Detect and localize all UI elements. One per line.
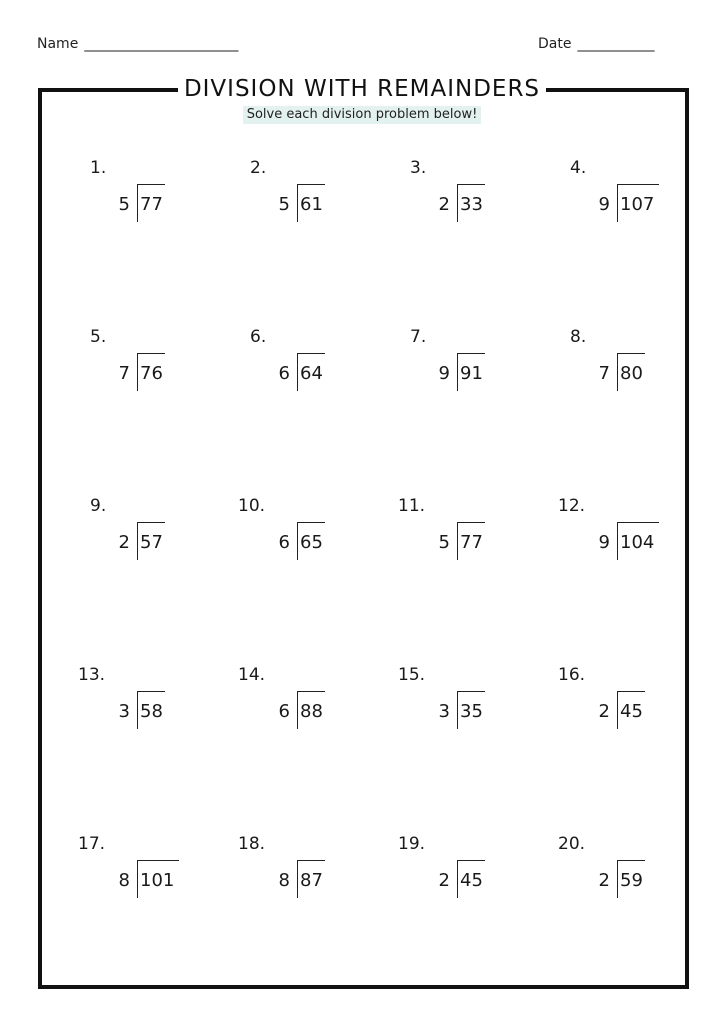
division-problem (398, 834, 518, 904)
division-problem (238, 834, 358, 904)
dividend: 35 (460, 701, 483, 722)
divisor: 7 (598, 363, 610, 384)
divisor: 5 (118, 194, 130, 215)
worksheet-instructions: Solve each division problem below! (243, 106, 482, 124)
division-problem (558, 665, 678, 735)
dividend: 45 (620, 701, 643, 722)
divisor: 8 (278, 870, 290, 891)
dividend: 58 (140, 701, 163, 722)
dividend: 107 (620, 194, 655, 215)
divisor: 9 (438, 363, 450, 384)
problem-number: 18. (238, 834, 266, 854)
problem-number: 7. (410, 327, 427, 347)
problem-number: 5. (90, 327, 107, 347)
problem-number: 17. (78, 834, 106, 854)
dividend: 101 (140, 870, 175, 891)
dividend: 77 (460, 532, 483, 553)
divisor: 2 (598, 701, 610, 722)
division-problem (78, 496, 198, 566)
division-problem (558, 834, 678, 904)
name-blank-line[interactable]: ______________________ (84, 36, 239, 52)
dividend: 80 (620, 363, 643, 384)
divisor: 5 (438, 532, 450, 553)
division-problem (78, 158, 198, 228)
division-problem (78, 665, 198, 735)
problem-number: 16. (558, 665, 586, 685)
dividend: 64 (300, 363, 323, 384)
name-field[interactable] (37, 36, 238, 52)
division-problem (398, 665, 518, 735)
dividend: 91 (460, 363, 483, 384)
divisor: 6 (278, 701, 290, 722)
problem-number: 9. (90, 496, 107, 516)
divisor: 9 (598, 194, 610, 215)
dividend: 33 (460, 194, 483, 215)
problem-number: 20. (558, 834, 586, 854)
dividend: 88 (300, 701, 323, 722)
problem-number: 8. (570, 327, 587, 347)
division-problem (398, 496, 518, 566)
problem-number: 6. (250, 327, 267, 347)
problem-number: 1. (90, 158, 107, 178)
dividend: 65 (300, 532, 323, 553)
division-problem (558, 327, 678, 397)
divisor: 2 (438, 194, 450, 215)
subtitle-container (0, 103, 724, 124)
divisor: 9 (598, 532, 610, 553)
problem-number: 13. (78, 665, 106, 685)
dividend: 77 (140, 194, 163, 215)
divisor: 6 (278, 532, 290, 553)
divisor: 3 (118, 701, 130, 722)
divisor: 2 (598, 870, 610, 891)
dividend: 104 (620, 532, 655, 553)
division-problem (238, 158, 358, 228)
problem-number: 19. (398, 834, 426, 854)
dividend: 61 (300, 194, 323, 215)
division-problem (78, 834, 198, 904)
division-problem (558, 496, 678, 566)
problem-number: 4. (570, 158, 587, 178)
problem-number: 15. (398, 665, 426, 685)
divisor: 3 (438, 701, 450, 722)
divisor: 2 (438, 870, 450, 891)
date-blank-line[interactable]: ___________ (577, 36, 655, 52)
division-problem (398, 327, 518, 397)
problem-number: 14. (238, 665, 266, 685)
problem-number: 11. (398, 496, 426, 516)
dividend: 45 (460, 870, 483, 891)
problem-number: 10. (238, 496, 266, 516)
problem-number: 12. (558, 496, 586, 516)
divisor: 8 (118, 870, 130, 891)
division-problem (398, 158, 518, 228)
dividend: 59 (620, 870, 643, 891)
division-problem (238, 665, 358, 735)
division-problem (238, 496, 358, 566)
dividend: 87 (300, 870, 323, 891)
divisor: 2 (118, 532, 130, 553)
date-field[interactable] (538, 36, 654, 52)
dividend: 76 (140, 363, 163, 384)
division-problem (238, 327, 358, 397)
problem-number: 2. (250, 158, 267, 178)
title-container (0, 74, 724, 104)
division-problem (558, 158, 678, 228)
dividend: 57 (140, 532, 163, 553)
date-label: Date (538, 36, 572, 52)
division-problem (78, 327, 198, 397)
divisor: 7 (118, 363, 130, 384)
name-label: Name (37, 36, 79, 52)
divisor: 6 (278, 363, 290, 384)
divisor: 5 (278, 194, 290, 215)
problem-number: 3. (410, 158, 427, 178)
worksheet-title: DIVISION WITH REMAINDERS (178, 74, 546, 104)
